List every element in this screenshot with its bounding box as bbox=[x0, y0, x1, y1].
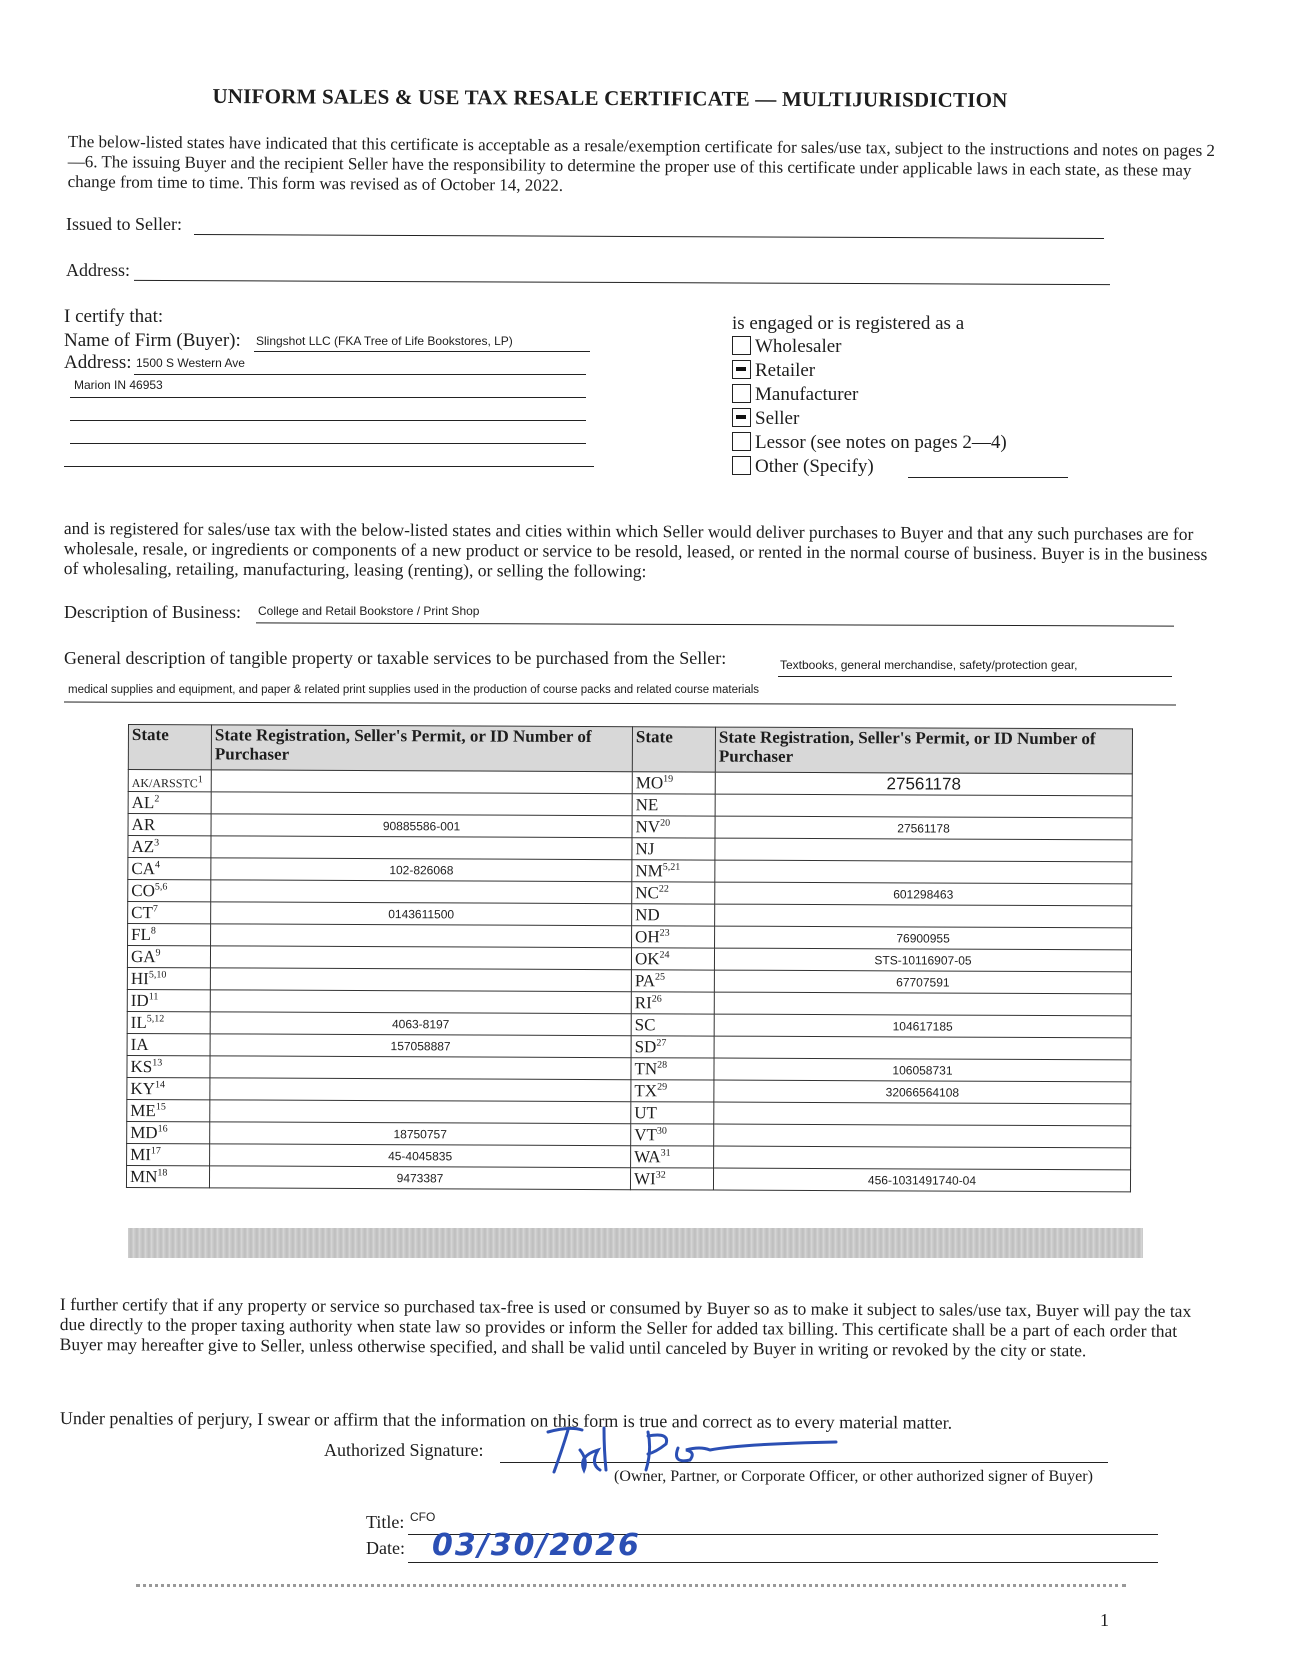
state-code: WI bbox=[633, 1169, 656, 1189]
option-manufacturer[interactable] bbox=[732, 384, 858, 406]
registration-number-cell[interactable] bbox=[210, 968, 631, 992]
option-other[interactable] bbox=[732, 456, 874, 478]
registration-number-cell[interactable] bbox=[211, 880, 632, 904]
state-code-cell bbox=[632, 882, 715, 904]
state-code-cell bbox=[631, 1058, 714, 1080]
buyer-address-line-4 bbox=[70, 443, 586, 444]
state-code: NM bbox=[635, 861, 663, 881]
table-header-row bbox=[128, 725, 1132, 774]
state-code: UT bbox=[634, 1103, 658, 1123]
manufacturer-label: Manufacturer bbox=[755, 384, 859, 405]
registration-number-cell[interactable]: 67707591 bbox=[714, 970, 1131, 994]
seller-address-line[interactable] bbox=[134, 280, 1110, 285]
state-code: NE bbox=[635, 795, 659, 815]
signature-label: Authorized Signature: bbox=[324, 1440, 484, 1460]
state-note: 26 bbox=[651, 993, 662, 1005]
registration-number-cell[interactable]: 4063-8197 bbox=[210, 1012, 631, 1036]
state-code: ME bbox=[130, 1101, 156, 1121]
state-note: 28 bbox=[657, 1059, 668, 1071]
state-note: 3 bbox=[154, 837, 160, 849]
page-number: 1 bbox=[1100, 1610, 1109, 1630]
state-code-cell bbox=[127, 1121, 210, 1143]
state-code-cell bbox=[127, 1099, 210, 1121]
registration-number-cell[interactable]: 90885586-001 bbox=[211, 814, 632, 838]
seller-option-label: Seller bbox=[755, 408, 800, 429]
state-note: 7 bbox=[152, 903, 158, 915]
state-code-cell bbox=[126, 1165, 209, 1187]
registration-number-cell[interactable] bbox=[714, 992, 1131, 1016]
state-note: 4 bbox=[154, 859, 161, 871]
option-seller[interactable] bbox=[732, 408, 799, 430]
buyer-address-line2[interactable]: Marion IN 46953 bbox=[74, 378, 163, 392]
state-code-cell bbox=[631, 1014, 714, 1036]
firm-name-line bbox=[254, 351, 590, 352]
state-code-cell bbox=[127, 946, 210, 968]
registration-number-cell[interactable] bbox=[715, 794, 1132, 818]
state-code-cell bbox=[631, 948, 714, 970]
other-specify-line[interactable] bbox=[908, 477, 1068, 478]
buyer-address-line1[interactable]: 1500 S Western Ave bbox=[136, 356, 245, 370]
registration-number-cell[interactable] bbox=[210, 1078, 631, 1102]
state-code-cell bbox=[128, 814, 211, 836]
state-code: AK/ARSSTC bbox=[131, 776, 198, 791]
registered-paragraph: and is registered for sales/use tax with the below-listed states and cities within which Seller would deliver purchases to Buyer and that any such purchases are for wholesale, resale, or ingredients or components of a new product or service to be resold, leased, or rented in the normal course of business. Buyer is in the business of wholesaling, retailing, manufacturing, leasing (renting), or selling the following: bbox=[63, 518, 1208, 582]
state-note: 5,12 bbox=[146, 1013, 165, 1025]
firm-name-value[interactable]: Slingshot LLC (FKA Tree of Life Bookstores, LP) bbox=[256, 334, 513, 348]
certify-label: I certify that: bbox=[64, 306, 164, 327]
state-note: 13 bbox=[152, 1057, 163, 1069]
perjury-statement: Under penalties of perjury, I swear or affirm that the information on this form is true and correct as to every material matter. bbox=[59, 1408, 953, 1433]
state-code: NJ bbox=[635, 839, 655, 859]
registration-number-cell[interactable]: 18750757 bbox=[210, 1122, 631, 1146]
registration-number-cell[interactable] bbox=[211, 924, 632, 948]
state-code-cell bbox=[128, 880, 211, 902]
state-code: ID bbox=[130, 991, 149, 1011]
state-code: CO bbox=[131, 881, 155, 901]
business-line bbox=[256, 622, 1174, 626]
state-code-cell bbox=[127, 989, 210, 1011]
registration-number-cell[interactable]: 32066564108 bbox=[714, 1080, 1131, 1104]
state-code: OK bbox=[634, 949, 660, 969]
signature-stroke-1 bbox=[548, 1428, 606, 1472]
state-note: 8 bbox=[150, 925, 156, 937]
registration-number-cell[interactable] bbox=[715, 838, 1132, 862]
state-code-cell bbox=[128, 924, 211, 946]
col-state-right: State bbox=[632, 727, 715, 772]
lessor-label: Lessor (see notes on pages 2—4) bbox=[755, 432, 1007, 453]
state-code: MD bbox=[130, 1123, 158, 1143]
state-note: 29 bbox=[657, 1081, 668, 1093]
other-label: Other (Specify) bbox=[755, 456, 874, 477]
state-code: TN bbox=[634, 1059, 658, 1079]
seller-checkbox[interactable] bbox=[732, 408, 751, 427]
state-code: CT bbox=[131, 903, 153, 923]
state-code: KY bbox=[130, 1079, 156, 1099]
registration-number-cell[interactable]: 45-4045835 bbox=[210, 1144, 631, 1168]
state-code: KS bbox=[130, 1057, 153, 1077]
intro-paragraph: The below-listed states have indicated that this certificate is acceptable as a resale/exemption certificate for sales/use tax, subject to the instructions and notes on pages 2—6. The issuing Buyer and the recipient Seller have the responsibility to determine the proper use of this certificate under applicable laws in each state, as these may change from time to time. This form was revised as of October 14, 2022. bbox=[67, 132, 1216, 195]
further-certify-paragraph: I further certify that if any property or service so purchased tax-free is used or consumed by Buyer so as to make it subject to sales/use tax, Buyer will pay the tax due directly to the proper taxing authority when state law so provides or inform the Seller for added tax billing. This certificate shall be a part of each order that Buyer may hereafter give to Seller, unless otherwise specified, and shall be valid until canceled by Buyer in writing or revoked by the city or state. bbox=[59, 1294, 1192, 1361]
registration-number-cell[interactable] bbox=[715, 860, 1132, 884]
state-code: NC bbox=[635, 883, 659, 903]
state-code: RI bbox=[634, 993, 652, 1013]
state-code: MN bbox=[129, 1167, 158, 1187]
registration-number-cell[interactable] bbox=[211, 792, 632, 816]
state-code-cell bbox=[631, 1146, 714, 1168]
state-code-cell bbox=[632, 904, 715, 926]
state-code-cell bbox=[128, 902, 211, 924]
state-code: AR bbox=[131, 815, 156, 835]
registration-number-cell[interactable] bbox=[210, 946, 631, 970]
registration-number-cell[interactable] bbox=[211, 770, 632, 794]
state-code: TX bbox=[634, 1081, 658, 1101]
state-code: IL bbox=[130, 1013, 147, 1033]
state-code: SC bbox=[634, 1015, 656, 1035]
issued-to-seller-label: Issued to Seller: bbox=[66, 214, 182, 234]
state-note: 18 bbox=[157, 1167, 168, 1179]
registration-number-cell[interactable] bbox=[210, 1056, 631, 1080]
property-line-1 bbox=[778, 676, 1172, 677]
registration-number-cell[interactable] bbox=[714, 1102, 1131, 1126]
business-value[interactable]: College and Retail Bookstore / Print Shop bbox=[258, 604, 480, 618]
state-note: 16 bbox=[157, 1123, 168, 1135]
registration-number-cell[interactable] bbox=[714, 1146, 1131, 1170]
retailer-label: Retailer bbox=[755, 360, 816, 381]
state-code-cell bbox=[631, 1102, 714, 1124]
state-note: 5,6 bbox=[154, 881, 168, 893]
page-title: UNIFORM SALES & USE TAX RESALE CERTIFICATE — MULTIJURISDICTION bbox=[212, 83, 1008, 113]
registration-number-cell[interactable]: 27561178 bbox=[715, 772, 1132, 796]
state-note: 24 bbox=[659, 949, 670, 961]
bottom-rule bbox=[136, 1584, 1126, 1587]
registration-number-cell[interactable] bbox=[210, 990, 631, 1014]
state-registration-table bbox=[126, 724, 1133, 1192]
state-code-cell bbox=[632, 838, 715, 860]
state-code: HI bbox=[130, 969, 149, 989]
state-note: 25 bbox=[655, 971, 666, 983]
state-code-cell bbox=[127, 1033, 210, 1055]
state-note: 15 bbox=[155, 1101, 166, 1113]
buyer-address-line-5 bbox=[64, 466, 594, 467]
state-code-cell bbox=[631, 1036, 714, 1058]
option-wholesaler[interactable] bbox=[732, 336, 842, 358]
registration-number-cell[interactable]: 27561178 bbox=[715, 816, 1132, 840]
state-code-cell bbox=[631, 1124, 714, 1146]
state-code-cell bbox=[127, 1077, 210, 1099]
state-code-cell bbox=[127, 1055, 210, 1077]
state-note: 5,21 bbox=[662, 861, 681, 873]
wholesaler-checkbox[interactable] bbox=[732, 336, 751, 355]
state-code-cell bbox=[631, 1080, 714, 1102]
engaged-heading: is engaged or is registered as a bbox=[732, 313, 965, 334]
state-code: CA bbox=[131, 859, 156, 879]
state-code: PA bbox=[634, 971, 656, 991]
state-note: 22 bbox=[658, 883, 669, 895]
date-line bbox=[408, 1562, 1158, 1563]
state-code: MI bbox=[130, 1145, 151, 1165]
state-code-cell bbox=[632, 860, 715, 882]
registration-number-cell[interactable]: 0143611500 bbox=[211, 902, 632, 926]
buyer-address-line-3 bbox=[70, 420, 586, 421]
state-code-cell bbox=[127, 1011, 210, 1033]
lessor-checkbox[interactable] bbox=[732, 432, 751, 451]
state-note: 9 bbox=[155, 947, 161, 959]
retailer-checkbox[interactable] bbox=[732, 360, 751, 379]
table-row bbox=[126, 1165, 1130, 1191]
state-code-cell bbox=[632, 772, 715, 794]
property-value-line2[interactable]: medical supplies and equipment, and paper & related print supplies used in the production of course packs and related course materials bbox=[68, 684, 760, 696]
registration-number-cell[interactable]: 456-1031491740-04 bbox=[713, 1168, 1130, 1192]
property-label: General description of tangible property or taxable services to be purchased from the Seller: bbox=[64, 648, 727, 668]
state-code-cell bbox=[631, 970, 714, 992]
property-value-line1[interactable]: Textbooks, general merchandise, safety/protection gear, bbox=[780, 658, 1078, 672]
option-retailer[interactable] bbox=[732, 360, 815, 382]
state-note: 1 bbox=[197, 774, 203, 786]
state-note: 19 bbox=[663, 773, 674, 785]
state-code: VT bbox=[634, 1125, 657, 1145]
other-checkbox[interactable] bbox=[732, 456, 751, 475]
state-note: 27 bbox=[656, 1037, 667, 1049]
state-note: 11 bbox=[148, 991, 159, 1003]
state-note: 20 bbox=[660, 817, 671, 829]
state-code-cell bbox=[128, 770, 211, 792]
buyer-address-label: Address: bbox=[64, 352, 132, 373]
wholesaler-label: Wholesaler bbox=[755, 336, 842, 357]
state-code: OH bbox=[635, 927, 660, 947]
state-code: MO bbox=[635, 773, 664, 793]
col-state-left: State bbox=[128, 725, 211, 770]
state-code-cell bbox=[128, 836, 211, 858]
business-label: Description of Business: bbox=[64, 602, 241, 622]
registration-number-cell[interactable] bbox=[211, 836, 632, 860]
firm-name-label: Name of Firm (Buyer): bbox=[64, 330, 241, 351]
state-code-cell bbox=[632, 794, 715, 816]
state-code-cell bbox=[630, 1168, 713, 1190]
state-note: 31 bbox=[660, 1147, 671, 1159]
registration-number-cell[interactable] bbox=[715, 904, 1132, 928]
date-label: Date: bbox=[366, 1538, 405, 1558]
registration-number-cell[interactable] bbox=[210, 1100, 631, 1124]
registration-number-cell[interactable]: 157058887 bbox=[210, 1034, 631, 1058]
option-lessor[interactable] bbox=[732, 432, 1007, 454]
seller-address-label: Address: bbox=[66, 260, 130, 280]
issued-to-seller-line[interactable] bbox=[194, 234, 1104, 239]
buyer-address-line-1 bbox=[134, 374, 586, 375]
registration-number-cell[interactable]: 106058731 bbox=[714, 1058, 1131, 1082]
table-footer-shade bbox=[128, 1228, 1143, 1258]
registration-number-cell[interactable]: 104617185 bbox=[714, 1014, 1131, 1038]
state-note: 30 bbox=[656, 1125, 667, 1137]
title-value[interactable]: CFO bbox=[410, 1510, 436, 1524]
state-code: SD bbox=[634, 1037, 657, 1057]
state-note: 23 bbox=[659, 927, 670, 939]
state-code-cell bbox=[128, 792, 211, 814]
signature-caption: (Owner, Partner, or Corporate Officer, or other authorized signer of Buyer) bbox=[614, 1468, 1093, 1485]
registration-number-cell[interactable]: 601298463 bbox=[715, 882, 1132, 906]
registration-number-cell[interactable]: STS-10116907-05 bbox=[714, 948, 1131, 972]
state-code: GA bbox=[130, 947, 156, 967]
state-note: 32 bbox=[655, 1169, 666, 1181]
state-note: 5,10 bbox=[148, 969, 167, 981]
state-code-cell bbox=[127, 967, 210, 989]
state-code-cell bbox=[128, 858, 211, 880]
state-note: 14 bbox=[154, 1079, 166, 1091]
col-registration-left: State Registration, Seller's Permit, or ID Number of Purchaser bbox=[211, 725, 632, 772]
state-code: FL bbox=[131, 925, 151, 945]
state-note: 2 bbox=[154, 793, 160, 805]
state-code: WA bbox=[634, 1147, 661, 1167]
state-code-cell bbox=[631, 992, 714, 1014]
buyer-address-line-2 bbox=[70, 397, 586, 398]
state-code: IA bbox=[130, 1035, 149, 1055]
registration-number-cell[interactable]: 102-826068 bbox=[211, 858, 632, 882]
signature-stroke-2 bbox=[646, 1432, 836, 1470]
manufacturer-checkbox[interactable] bbox=[732, 384, 751, 403]
state-code-cell bbox=[632, 816, 715, 838]
state-code: AL bbox=[131, 793, 155, 813]
registration-number-cell[interactable] bbox=[714, 1124, 1131, 1148]
date-value[interactable]: 03/30/2026 bbox=[432, 1528, 641, 1563]
state-code: ND bbox=[635, 905, 660, 925]
property-line-2 bbox=[64, 702, 1176, 706]
registration-number-cell[interactable]: 9473387 bbox=[209, 1166, 630, 1190]
state-code: NV bbox=[635, 817, 661, 837]
state-code-cell bbox=[127, 1143, 210, 1165]
col-registration-right: State Registration, Seller's Permit, or ID Number of Purchaser bbox=[715, 727, 1132, 774]
state-code: AZ bbox=[131, 837, 155, 857]
registration-number-cell[interactable]: 76900955 bbox=[715, 926, 1132, 950]
state-code-cell bbox=[632, 926, 715, 948]
title-label: Title: bbox=[366, 1512, 405, 1532]
registration-number-cell[interactable] bbox=[714, 1036, 1131, 1060]
state-note: 17 bbox=[150, 1145, 161, 1157]
